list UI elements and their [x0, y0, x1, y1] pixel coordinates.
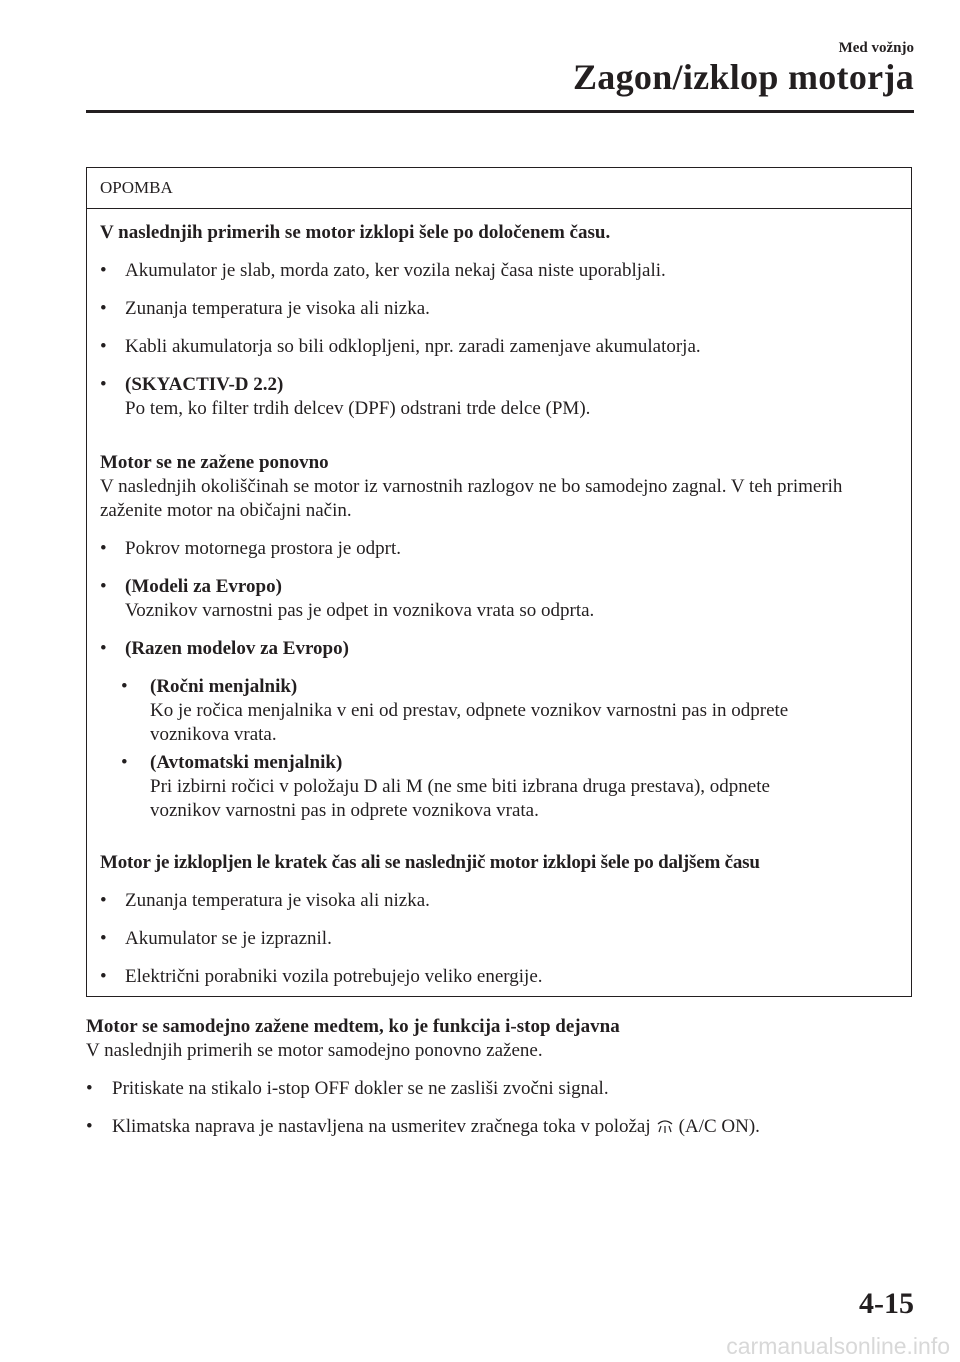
manual-text: Ko je ročica menjalnika v eni od prestav, odpnete voznikov varnostni pas in odprete voznikova vrata.: [150, 700, 789, 745]
chapter-title: Zagon/izklop motorja: [572, 57, 914, 97]
section-label: Med vožnjo: [838, 40, 914, 56]
auto-restart-heading: Motor se samodejno zažene medtem, ko je funkcija i-stop dejavna: [86, 1016, 620, 1037]
header-rule: [86, 110, 914, 113]
sub-list-item: [100, 675, 901, 747]
note-body: [87, 221, 911, 989]
europe-title: • (Modeli za Evropo): [125, 576, 282, 597]
manual-title: • (Ročni menjalnik): [150, 676, 298, 697]
note-box: [86, 167, 912, 997]
skyactiv-text: Po tem, ko filter trdih delcev (DPF) odstrani trde delce (PM).: [125, 398, 591, 419]
sub-list-item: [100, 751, 901, 823]
auto-title: • (Avtomatski menjalnik): [150, 752, 343, 773]
list-item: [100, 637, 901, 661]
skyactiv-title: • (SKYACTIV-D 2.2): [125, 374, 284, 395]
list-item: • Zunanja temperatura je visoka ali nizka.: [100, 889, 901, 913]
list-item: • Električni porabniki vozila potrebujejo veliko energije.: [100, 965, 901, 989]
auto-text: Pri izbirni ročici v položaju D ali M (ne sme biti izbrana druga prestava), odpnete voznikov varnostni pas in odprete voznikova vrata.: [150, 776, 770, 821]
non-europe-title: • (Razen modelov za Evropo): [125, 638, 349, 659]
note-header: OPOMBA: [87, 168, 911, 209]
list-item: • Pritiskate na stikalo i-stop OFF dokler se ne zasliši zvočni signal.: [86, 1077, 916, 1101]
auto-restart-section: [86, 1015, 916, 1139]
short-heading: Motor je izklopljen le kratek čas ali se naslednjič motor izklopi šele po daljšem času: [100, 852, 760, 873]
list-item: [100, 575, 901, 623]
ac-airflow-icon: [655, 1117, 675, 1133]
restart-heading: Motor se ne zažene ponovno: [100, 452, 329, 473]
list-item: • Zunanja temperatura je visoka ali nizka.: [100, 297, 901, 321]
watermark: carmanualsonline.info: [726, 1333, 950, 1359]
ac-item-text: Klimatska naprava je nastavljena na usmeritev zračnega toka v položaj: [112, 1116, 651, 1137]
ac-item-suffix: (A/C ON).: [678, 1116, 760, 1137]
list-item: • Akumulator se je izpraznil.: [100, 927, 901, 951]
list-item: • Pokrov motornega prostora je odprt.: [100, 537, 901, 561]
list-item: • Akumulator je slab, morda zato, ker vozila nekaj časa niste uporabljali.: [100, 259, 901, 283]
auto-restart-text: V naslednjih primerih se motor samodejno ponovno zažene.: [86, 1040, 543, 1061]
list-item: • Kabli akumulatorja so bili odklopljeni, npr. zaradi zamenjave akumulatorja.: [100, 335, 901, 359]
page-number: 4-15: [859, 1287, 914, 1320]
europe-text: Voznikov varnostni pas je odpet in voznikova vrata so odprta.: [125, 600, 595, 621]
restart-text: V naslednjih okoliščinah se motor iz varnostnih razlogov ne bo samodejno zagnal. V teh primerih zaženite motor na običajni način.: [100, 476, 843, 521]
list-item: [86, 1115, 916, 1139]
list-item: [100, 373, 901, 421]
note-intro: V naslednjih primerih se motor izklopi šele po določenem času.: [100, 222, 611, 243]
